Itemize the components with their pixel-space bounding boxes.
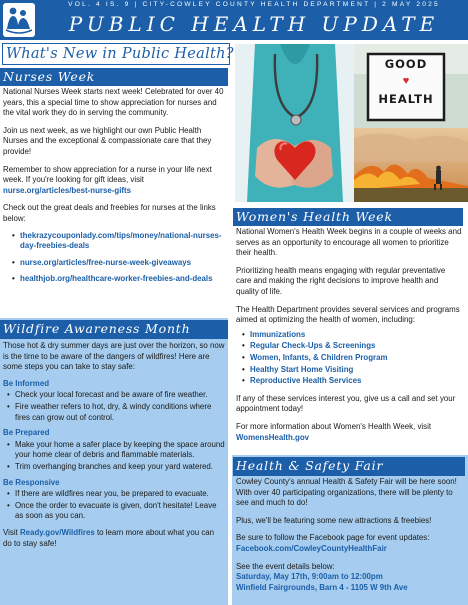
freebie-link[interactable]: • thekrazycouponlady.com/tips/money/national-nurses-day-freebies-deals (12, 231, 225, 252)
wildfire-tip: • Fire weather refers to hot, dry, & windy conditions where fires can grow out of control. (7, 402, 225, 423)
nurses-paragraph: Join us next week, as we highlight our own Public Health Nurses and the exceptional & compassionate care that they provide! (3, 125, 212, 156)
family-logo-icon (3, 3, 35, 37)
newsletter-title: PUBLIC HEALTH UPDATE (68, 12, 440, 36)
nurse-heart-photo (235, 44, 354, 202)
good-health-sign-photo (354, 44, 468, 128)
nurses-text: Remember to show appreciation for a nurse in your life next week. If you're looking for gift ideas, visit (3, 164, 212, 185)
fair-text: See the event details below: (236, 561, 335, 571)
freebie-link[interactable]: • healthjob.org/healthcare-worker-freebies-and-deals (12, 274, 225, 285)
fair-location: Winfield Fairgrounds, Barn 4 - 1105 W 9th Ave (236, 582, 408, 592)
womens-paragraph: The Health Department provides several services and programs aimed at optimizing the health of women, including: (236, 304, 460, 325)
sign-line-health: HEALTH (378, 92, 434, 106)
womens-health-heading: Women's Health Week (233, 208, 463, 226)
freebies-link-list (12, 231, 225, 285)
fair-paragraph (236, 533, 464, 554)
be-responsive-subhead: Be Responsive (3, 477, 60, 487)
service-item: • Reproductive Health Services (242, 376, 462, 387)
heart-icon: ♥ (402, 75, 410, 87)
womens-text: For more information about Women's Health Week, visit (236, 421, 432, 431)
womens-paragraph: If any of these services interest you, give us a call and set your appointment today! (236, 393, 456, 414)
wildfire-tip: • Make your home a safer place by keeping the space around your home clear of debris and flammable materials. (7, 440, 225, 461)
wildfire-outro (3, 528, 225, 549)
wildfire-tip: • Once the order to evacuate is given, don't hesitate! Leave as soon as you can. (7, 501, 225, 522)
nurses-week-body (3, 87, 225, 288)
womens-health-body (236, 227, 462, 450)
service-item: • Women, Infants, & Children Program (242, 353, 462, 364)
womenshealth-link[interactable]: WomensHealth.gov (236, 432, 310, 442)
be-responsive-list (7, 489, 225, 522)
be-prepared-subhead: Be Prepared (3, 428, 50, 438)
womens-paragraph: Prioritizing health means engaging with regular preventative care and making the right decisions to improve health and quality of life. (236, 265, 446, 296)
nurses-paragraph: Check out the great deals and freebies for nurses at the links below: (3, 203, 216, 223)
service-item: • Healthy Start Home Visiting (242, 365, 462, 376)
fair-text: Be sure to follow the Facebook page for event updates: (236, 533, 430, 543)
wildfire-tip: • If there are wildfires near you, be prepared to evacuate. (7, 489, 225, 500)
fair-paragraph (236, 562, 464, 594)
nurses-week-heading: Nurses Week (0, 68, 228, 86)
health-safety-fair-heading: Health & Safety Fair (233, 457, 465, 476)
womens-paragraph (236, 422, 462, 443)
wildfire-photo (354, 128, 468, 202)
wildfire-body (3, 341, 225, 556)
fair-date: Saturday, May 17th, 9:00am to 12:00pm (236, 572, 383, 582)
nurses-paragraph: National Nurses Week starts next week! Celebrated for over 40 years, this a special time to show appreciation for nurses and the vital work they do in serving the community. (3, 87, 224, 118)
wildfire-outro-text: to learn more about what you can do to stay safe! (3, 527, 215, 548)
wildfire-tip: • Trim overhanging branches and keep your yard watered. (7, 462, 225, 473)
fair-paragraph: Plus, we'll be featuring some new attractions & freebies! (236, 515, 432, 525)
issue-line: VOL. 4 IS. 9 | CITY-COWLEY COUNTY HEALTH DEPARTMENT | 2 MAY 2025 (68, 1, 440, 8)
nurse-gifts-link[interactable]: nurse.org/articles/best-nurse-gifts (3, 185, 132, 195)
facebook-fair-link[interactable]: Facebook.com/CowleyCountyHealthFair (236, 543, 387, 553)
fair-paragraph: Cowley County's annual Health & Safety Fair will be here soon! With over 40 participating organizations, there will be plenty to see and much to do! (236, 477, 457, 508)
whats-new-text: What's New in Public Health? (6, 46, 234, 62)
wildfire-tip: • Check your local forecast and be aware of fire weather. (7, 390, 225, 401)
nurses-paragraph (3, 165, 225, 197)
health-department-logo (3, 3, 35, 37)
fair-body (236, 477, 464, 593)
ready-gov-link[interactable]: Ready.gov/Wildfires (19, 527, 95, 537)
wildfire-intro: Those hot & dry summer days are just over the horizon, so now is the time to be aware of the dangers of wildfires! Here are some steps you can take to stay safe: (3, 341, 225, 372)
be-informed-subhead: Be Informed (3, 378, 50, 388)
sign-line-good: GOOD (384, 57, 428, 71)
wildfire-heading: Wildfire Awareness Month (0, 320, 228, 339)
service-item: • Immunizations (242, 330, 462, 341)
freebie-link[interactable]: • nurse.org/articles/free-nurse-week-giveaways (12, 258, 225, 269)
wildfire-outro-text: Visit (3, 527, 18, 537)
be-prepared-list (7, 440, 225, 473)
whats-new-heading (2, 43, 234, 65)
womens-paragraph: National Women's Health Week begins in a couple of weeks and serves as an opportunity to encourage all women to prioritize their health. (236, 227, 462, 258)
womens-services-list (242, 330, 462, 387)
be-informed-list (7, 390, 225, 423)
service-item: • Regular Check-Ups & Screenings (242, 341, 462, 352)
